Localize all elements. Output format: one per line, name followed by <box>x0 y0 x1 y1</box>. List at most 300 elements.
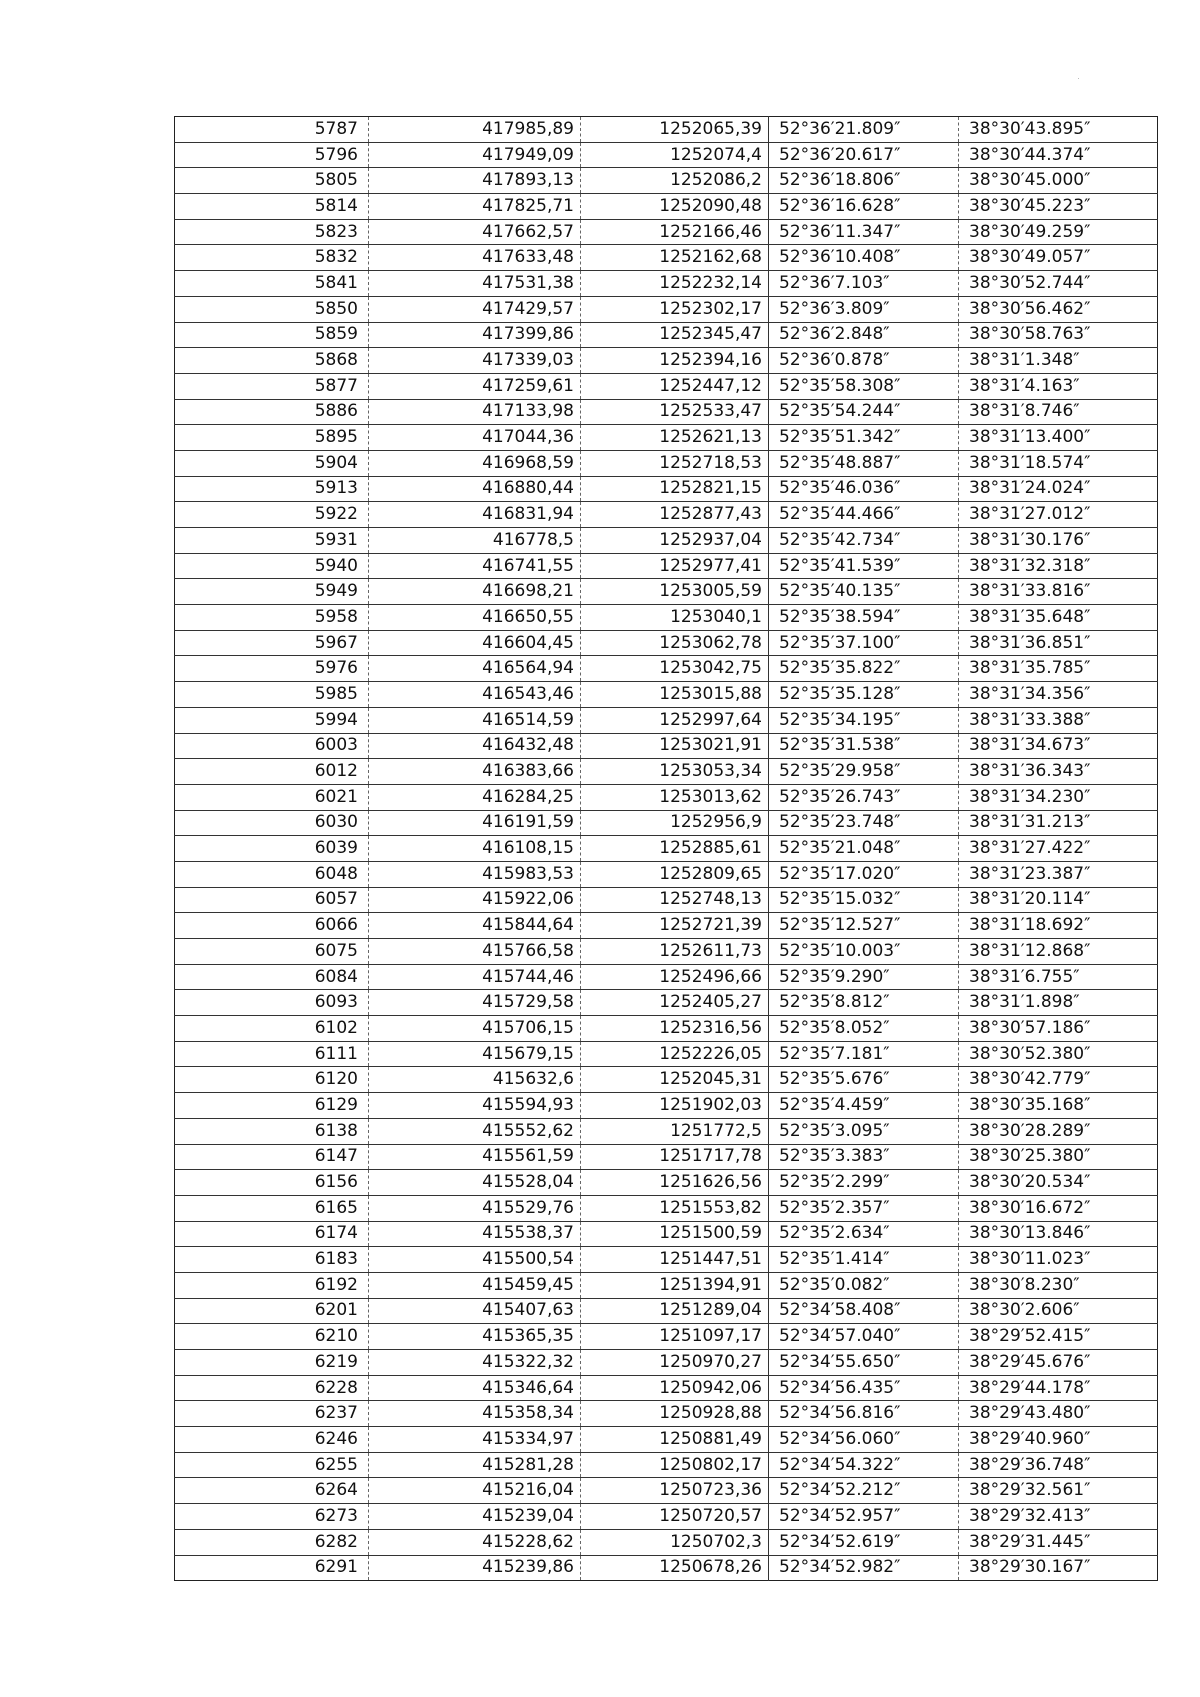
table-row <box>175 1118 1158 1144</box>
point-number-cell: 6219 <box>175 1350 369 1376</box>
longitude-cell: 38°30′52.380″ <box>959 1041 1158 1067</box>
longitude-cell: 38°31′27.422″ <box>959 836 1158 862</box>
x-coordinate-cell: 416191,59 <box>369 810 581 836</box>
x-coordinate-cell: 415679,15 <box>369 1041 581 1067</box>
point-number-cell: 6111 <box>175 1041 369 1067</box>
longitude-cell: 38°30′25.380″ <box>959 1144 1158 1170</box>
point-number-cell: 6174 <box>175 1221 369 1247</box>
point-number-cell: 5805 <box>175 168 369 194</box>
table-row <box>175 579 1158 605</box>
x-coordinate-cell: 417531,38 <box>369 271 581 297</box>
y-coordinate-cell: 1252345,47 <box>581 322 769 348</box>
table-row <box>175 1195 1158 1221</box>
table-row <box>175 759 1158 785</box>
latitude-cell: 52°35′21.048″ <box>769 836 959 862</box>
x-coordinate-cell: 416383,66 <box>369 759 581 785</box>
y-coordinate-cell: 1250678,26 <box>581 1555 769 1581</box>
table-row <box>175 296 1158 322</box>
latitude-cell: 52°36′10.408″ <box>769 245 959 271</box>
longitude-cell: 38°31′24.024″ <box>959 476 1158 502</box>
longitude-cell: 38°30′44.374″ <box>959 142 1158 168</box>
point-number-cell: 5787 <box>175 117 369 143</box>
table-row <box>175 1427 1158 1453</box>
y-coordinate-cell: 1250970,27 <box>581 1350 769 1376</box>
y-coordinate-cell: 1251394,91 <box>581 1272 769 1298</box>
latitude-cell: 52°35′10.003″ <box>769 939 959 965</box>
point-number-cell: 6192 <box>175 1272 369 1298</box>
x-coordinate-cell: 415228,62 <box>369 1529 581 1555</box>
x-coordinate-cell: 416108,15 <box>369 836 581 862</box>
longitude-cell: 38°30′35.168″ <box>959 1093 1158 1119</box>
table-row <box>175 630 1158 656</box>
latitude-cell: 52°35′58.308″ <box>769 373 959 399</box>
x-coordinate-cell: 415239,04 <box>369 1504 581 1530</box>
x-coordinate-cell: 417429,57 <box>369 296 581 322</box>
x-coordinate-cell: 415561,59 <box>369 1144 581 1170</box>
table-row <box>175 1504 1158 1530</box>
longitude-cell: 38°30′13.846″ <box>959 1221 1158 1247</box>
x-coordinate-cell: 416284,25 <box>369 784 581 810</box>
x-coordinate-cell: 415239,86 <box>369 1555 581 1581</box>
y-coordinate-cell: 1252496,66 <box>581 964 769 990</box>
x-coordinate-cell: 415529,76 <box>369 1195 581 1221</box>
x-coordinate-cell: 415334,97 <box>369 1427 581 1453</box>
longitude-cell: 38°31′1.898″ <box>959 990 1158 1016</box>
coordinates-table <box>174 116 1158 1581</box>
latitude-cell: 52°35′40.135″ <box>769 579 959 605</box>
latitude-cell: 52°35′1.414″ <box>769 1247 959 1273</box>
point-number-cell: 6012 <box>175 759 369 785</box>
y-coordinate-cell: 1252447,12 <box>581 373 769 399</box>
table-row <box>175 168 1158 194</box>
table-row <box>175 194 1158 220</box>
table-row <box>175 990 1158 1016</box>
point-number-cell: 6246 <box>175 1427 369 1453</box>
table-row <box>175 1221 1158 1247</box>
point-number-cell: 5823 <box>175 219 369 245</box>
point-number-cell: 6210 <box>175 1324 369 1350</box>
latitude-cell: 52°36′7.103″ <box>769 271 959 297</box>
x-coordinate-cell: 416831,94 <box>369 502 581 528</box>
y-coordinate-cell: 1252621,13 <box>581 425 769 451</box>
longitude-cell: 38°30′52.744″ <box>959 271 1158 297</box>
point-number-cell: 6120 <box>175 1067 369 1093</box>
x-coordinate-cell: 415459,45 <box>369 1272 581 1298</box>
longitude-cell: 38°29′32.413″ <box>959 1504 1158 1530</box>
latitude-cell: 52°35′0.082″ <box>769 1272 959 1298</box>
point-number-cell: 5868 <box>175 348 369 374</box>
point-number-cell: 6003 <box>175 733 369 759</box>
longitude-cell: 38°30′56.462″ <box>959 296 1158 322</box>
table-row <box>175 1452 1158 1478</box>
point-number-cell: 6255 <box>175 1452 369 1478</box>
table-row <box>175 861 1158 887</box>
table-row <box>175 733 1158 759</box>
point-number-cell: 5895 <box>175 425 369 451</box>
x-coordinate-cell: 417825,71 <box>369 194 581 220</box>
y-coordinate-cell: 1252937,04 <box>581 528 769 554</box>
latitude-cell: 52°36′2.848″ <box>769 322 959 348</box>
y-coordinate-cell: 1252090,48 <box>581 194 769 220</box>
table-row <box>175 784 1158 810</box>
x-coordinate-cell: 415528,04 <box>369 1170 581 1196</box>
table-row <box>175 1272 1158 1298</box>
table-row <box>175 528 1158 554</box>
x-coordinate-cell: 417985,89 <box>369 117 581 143</box>
point-number-cell: 6030 <box>175 810 369 836</box>
x-coordinate-cell: 415500,54 <box>369 1247 581 1273</box>
x-coordinate-cell: 417662,57 <box>369 219 581 245</box>
longitude-cell: 38°30′49.259″ <box>959 219 1158 245</box>
longitude-cell: 38°31′33.388″ <box>959 707 1158 733</box>
longitude-cell: 38°31′32.318″ <box>959 553 1158 579</box>
table-row <box>175 322 1158 348</box>
longitude-cell: 38°31′18.574″ <box>959 450 1158 476</box>
latitude-cell: 52°36′18.806″ <box>769 168 959 194</box>
x-coordinate-cell: 417259,61 <box>369 373 581 399</box>
point-number-cell: 6156 <box>175 1170 369 1196</box>
y-coordinate-cell: 1252065,39 <box>581 117 769 143</box>
y-coordinate-cell: 1252405,27 <box>581 990 769 1016</box>
point-number-cell: 6282 <box>175 1529 369 1555</box>
latitude-cell: 52°35′29.958″ <box>769 759 959 785</box>
longitude-cell: 38°30′2.606″ <box>959 1298 1158 1324</box>
longitude-cell: 38°31′20.114″ <box>959 887 1158 913</box>
latitude-cell: 52°35′35.822″ <box>769 656 959 682</box>
point-number-cell: 6039 <box>175 836 369 862</box>
latitude-cell: 52°36′20.617″ <box>769 142 959 168</box>
longitude-cell: 38°31′4.163″ <box>959 373 1158 399</box>
x-coordinate-cell: 416604,45 <box>369 630 581 656</box>
scan-speck <box>1078 78 1079 79</box>
point-number-cell: 6048 <box>175 861 369 887</box>
table-row <box>175 964 1158 990</box>
latitude-cell: 52°35′46.036″ <box>769 476 959 502</box>
table-row <box>175 425 1158 451</box>
latitude-cell: 52°36′11.347″ <box>769 219 959 245</box>
latitude-cell: 52°35′5.676″ <box>769 1067 959 1093</box>
point-number-cell: 5976 <box>175 656 369 682</box>
y-coordinate-cell: 1252809,65 <box>581 861 769 887</box>
longitude-cell: 38°31′35.648″ <box>959 605 1158 631</box>
y-coordinate-cell: 1252611,73 <box>581 939 769 965</box>
x-coordinate-cell: 415216,04 <box>369 1478 581 1504</box>
table-row <box>175 1247 1158 1273</box>
x-coordinate-cell: 417044,36 <box>369 425 581 451</box>
y-coordinate-cell: 1251626,56 <box>581 1170 769 1196</box>
y-coordinate-cell: 1250942,06 <box>581 1375 769 1401</box>
y-coordinate-cell: 1252533,47 <box>581 399 769 425</box>
y-coordinate-cell: 1250881,49 <box>581 1427 769 1453</box>
latitude-cell: 52°35′31.538″ <box>769 733 959 759</box>
longitude-cell: 38°31′8.746″ <box>959 399 1158 425</box>
y-coordinate-cell: 1251553,82 <box>581 1195 769 1221</box>
x-coordinate-cell: 417633,48 <box>369 245 581 271</box>
y-coordinate-cell: 1252718,53 <box>581 450 769 476</box>
latitude-cell: 52°35′9.290″ <box>769 964 959 990</box>
table-row <box>175 1401 1158 1427</box>
x-coordinate-cell: 416650,55 <box>369 605 581 631</box>
longitude-cell: 38°31′6.755″ <box>959 964 1158 990</box>
point-number-cell: 6165 <box>175 1195 369 1221</box>
latitude-cell: 52°34′52.619″ <box>769 1529 959 1555</box>
point-number-cell: 6102 <box>175 1016 369 1042</box>
point-number-cell: 5949 <box>175 579 369 605</box>
table-row <box>175 271 1158 297</box>
y-coordinate-cell: 1252956,9 <box>581 810 769 836</box>
x-coordinate-cell: 416514,59 <box>369 707 581 733</box>
table-row <box>175 1170 1158 1196</box>
y-coordinate-cell: 1252997,64 <box>581 707 769 733</box>
x-coordinate-cell: 415766,58 <box>369 939 581 965</box>
table-row <box>175 1067 1158 1093</box>
y-coordinate-cell: 1251097,17 <box>581 1324 769 1350</box>
x-coordinate-cell: 415983,53 <box>369 861 581 887</box>
longitude-cell: 38°29′44.178″ <box>959 1375 1158 1401</box>
table-row <box>175 476 1158 502</box>
y-coordinate-cell: 1250702,3 <box>581 1529 769 1555</box>
latitude-cell: 52°35′38.594″ <box>769 605 959 631</box>
point-number-cell: 5796 <box>175 142 369 168</box>
longitude-cell: 38°30′49.057″ <box>959 245 1158 271</box>
table-row <box>175 1016 1158 1042</box>
x-coordinate-cell: 415922,06 <box>369 887 581 913</box>
y-coordinate-cell: 1252232,14 <box>581 271 769 297</box>
point-number-cell: 5994 <box>175 707 369 733</box>
point-number-cell: 5913 <box>175 476 369 502</box>
x-coordinate-cell: 417399,86 <box>369 322 581 348</box>
latitude-cell: 52°34′56.060″ <box>769 1427 959 1453</box>
y-coordinate-cell: 1253005,59 <box>581 579 769 605</box>
point-number-cell: 6066 <box>175 913 369 939</box>
x-coordinate-cell: 417949,09 <box>369 142 581 168</box>
y-coordinate-cell: 1253040,1 <box>581 605 769 631</box>
latitude-cell: 52°35′4.459″ <box>769 1093 959 1119</box>
point-number-cell: 5904 <box>175 450 369 476</box>
point-number-cell: 6138 <box>175 1118 369 1144</box>
table-row <box>175 117 1158 143</box>
x-coordinate-cell: 415744,46 <box>369 964 581 990</box>
latitude-cell: 52°35′37.100″ <box>769 630 959 656</box>
point-number-cell: 6201 <box>175 1298 369 1324</box>
latitude-cell: 52°36′3.809″ <box>769 296 959 322</box>
latitude-cell: 52°35′8.052″ <box>769 1016 959 1042</box>
latitude-cell: 52°34′57.040″ <box>769 1324 959 1350</box>
latitude-cell: 52°35′44.466″ <box>769 502 959 528</box>
point-number-cell: 5886 <box>175 399 369 425</box>
table-row <box>175 939 1158 965</box>
latitude-cell: 52°35′26.743″ <box>769 784 959 810</box>
x-coordinate-cell: 415365,35 <box>369 1324 581 1350</box>
x-coordinate-cell: 416741,55 <box>369 553 581 579</box>
longitude-cell: 38°30′8.230″ <box>959 1272 1158 1298</box>
y-coordinate-cell: 1252316,56 <box>581 1016 769 1042</box>
longitude-cell: 38°31′30.176″ <box>959 528 1158 554</box>
x-coordinate-cell: 415322,32 <box>369 1350 581 1376</box>
y-coordinate-cell: 1252721,39 <box>581 913 769 939</box>
point-number-cell: 6183 <box>175 1247 369 1273</box>
x-coordinate-cell: 417893,13 <box>369 168 581 194</box>
y-coordinate-cell: 1251902,03 <box>581 1093 769 1119</box>
point-number-cell: 5814 <box>175 194 369 220</box>
longitude-cell: 38°30′28.289″ <box>959 1118 1158 1144</box>
point-number-cell: 6075 <box>175 939 369 965</box>
longitude-cell: 38°29′43.480″ <box>959 1401 1158 1427</box>
longitude-cell: 38°31′23.387″ <box>959 861 1158 887</box>
y-coordinate-cell: 1253013,62 <box>581 784 769 810</box>
x-coordinate-cell: 416564,94 <box>369 656 581 682</box>
y-coordinate-cell: 1251289,04 <box>581 1298 769 1324</box>
point-number-cell: 5985 <box>175 682 369 708</box>
latitude-cell: 52°34′52.212″ <box>769 1478 959 1504</box>
x-coordinate-cell: 415538,37 <box>369 1221 581 1247</box>
x-coordinate-cell: 416698,21 <box>369 579 581 605</box>
table-row <box>175 810 1158 836</box>
longitude-cell: 38°30′57.186″ <box>959 1016 1158 1042</box>
table-row <box>175 1041 1158 1067</box>
point-number-cell: 6291 <box>175 1555 369 1581</box>
table-row <box>175 219 1158 245</box>
table-row <box>175 348 1158 374</box>
longitude-cell: 38°29′31.445″ <box>959 1529 1158 1555</box>
longitude-cell: 38°29′32.561″ <box>959 1478 1158 1504</box>
longitude-cell: 38°31′35.785″ <box>959 656 1158 682</box>
point-number-cell: 6228 <box>175 1375 369 1401</box>
longitude-cell: 38°30′45.223″ <box>959 194 1158 220</box>
y-coordinate-cell: 1252302,17 <box>581 296 769 322</box>
table-row <box>175 553 1158 579</box>
x-coordinate-cell: 415594,93 <box>369 1093 581 1119</box>
latitude-cell: 52°35′3.095″ <box>769 1118 959 1144</box>
longitude-cell: 38°31′1.348″ <box>959 348 1158 374</box>
y-coordinate-cell: 1252226,05 <box>581 1041 769 1067</box>
y-coordinate-cell: 1251772,5 <box>581 1118 769 1144</box>
y-coordinate-cell: 1253062,78 <box>581 630 769 656</box>
x-coordinate-cell: 415281,28 <box>369 1452 581 1478</box>
longitude-cell: 38°31′13.400″ <box>959 425 1158 451</box>
table-row <box>175 913 1158 939</box>
longitude-cell: 38°29′30.167″ <box>969 1557 1091 1578</box>
point-number-cell: 6057 <box>175 887 369 913</box>
y-coordinate-cell: 1252162,68 <box>581 245 769 271</box>
table-row <box>175 605 1158 631</box>
longitude-cell: 38°29′52.415″ <box>959 1324 1158 1350</box>
latitude-cell: 52°34′56.435″ <box>769 1375 959 1401</box>
point-number-cell: 5922 <box>175 502 369 528</box>
point-number-cell: 5850 <box>175 296 369 322</box>
longitude-cell: 38°31′12.868″ <box>959 939 1158 965</box>
y-coordinate-cell: 1251500,59 <box>581 1221 769 1247</box>
y-coordinate-cell: 1252045,31 <box>581 1067 769 1093</box>
latitude-cell: 52°35′35.128″ <box>769 682 959 708</box>
x-coordinate-cell: 415706,15 <box>369 1016 581 1042</box>
point-number-cell: 5940 <box>175 553 369 579</box>
longitude-cell: 38°31′18.692″ <box>959 913 1158 939</box>
y-coordinate-cell: 1250802,17 <box>581 1452 769 1478</box>
longitude-cell: 38°31′36.343″ <box>959 759 1158 785</box>
table-row <box>175 836 1158 862</box>
latitude-cell: 52°34′55.650″ <box>769 1350 959 1376</box>
point-number-cell: 6147 <box>175 1144 369 1170</box>
y-coordinate-cell: 1251717,78 <box>581 1144 769 1170</box>
table-row <box>175 682 1158 708</box>
latitude-cell: 52°35′15.032″ <box>769 887 959 913</box>
x-coordinate-cell: 415346,64 <box>369 1375 581 1401</box>
x-coordinate-cell: 416543,46 <box>369 682 581 708</box>
longitude-cell: 38°29′36.748″ <box>959 1452 1158 1478</box>
latitude-cell: 52°35′51.342″ <box>769 425 959 451</box>
latitude-cell: 52°35′2.634″ <box>769 1221 959 1247</box>
coordinates-table-body <box>175 117 1158 1581</box>
table-row <box>175 707 1158 733</box>
table-row <box>175 1555 1158 1581</box>
point-number-cell: 6084 <box>175 964 369 990</box>
y-coordinate-cell: 1250928,88 <box>581 1401 769 1427</box>
latitude-cell: 52°34′58.408″ <box>769 1298 959 1324</box>
latitude-cell: 52°34′52.957″ <box>769 1504 959 1530</box>
longitude-cell: 38°30′16.672″ <box>959 1195 1158 1221</box>
latitude-cell: 52°35′2.357″ <box>769 1195 959 1221</box>
table-row <box>175 1478 1158 1504</box>
latitude-cell: 52°34′52.982″ <box>769 1555 959 1581</box>
table-row <box>175 1375 1158 1401</box>
point-number-cell: 5841 <box>175 271 369 297</box>
longitude-cell: 38°31′34.356″ <box>959 682 1158 708</box>
longitude-cell: 38°31′27.012″ <box>959 502 1158 528</box>
y-coordinate-cell: 1251447,51 <box>581 1247 769 1273</box>
x-coordinate-cell: 415844,64 <box>369 913 581 939</box>
y-coordinate-cell: 1252821,15 <box>581 476 769 502</box>
latitude-cell: 52°36′16.628″ <box>769 194 959 220</box>
longitude-cell: 38°31′34.230″ <box>959 784 1158 810</box>
point-number-cell: 5967 <box>175 630 369 656</box>
table-row <box>175 373 1158 399</box>
point-number-cell: 5877 <box>175 373 369 399</box>
x-coordinate-cell: 415729,58 <box>369 990 581 1016</box>
latitude-cell: 52°35′12.527″ <box>769 913 959 939</box>
x-coordinate-cell: 416968,59 <box>369 450 581 476</box>
x-coordinate-cell: 415632,6 <box>369 1067 581 1093</box>
latitude-cell: 52°36′21.809″ <box>769 117 959 143</box>
y-coordinate-cell: 1253042,75 <box>581 656 769 682</box>
y-coordinate-cell: 1253021,91 <box>581 733 769 759</box>
latitude-cell: 52°35′7.181″ <box>769 1041 959 1067</box>
x-coordinate-cell: 415407,63 <box>369 1298 581 1324</box>
y-coordinate-cell: 1253015,88 <box>581 682 769 708</box>
point-number-cell: 5931 <box>175 528 369 554</box>
table-row <box>175 887 1158 913</box>
y-coordinate-cell: 1252074,4 <box>581 142 769 168</box>
point-number-cell: 5832 <box>175 245 369 271</box>
table-row <box>175 1529 1158 1555</box>
point-number-cell: 6021 <box>175 784 369 810</box>
latitude-cell: 52°35′8.812″ <box>769 990 959 1016</box>
point-number-cell: 5859 <box>175 322 369 348</box>
longitude-cell: 38°29′40.960″ <box>959 1427 1158 1453</box>
longitude-cell: 38°29′45.676″ <box>959 1350 1158 1376</box>
table-row <box>175 1324 1158 1350</box>
table-row <box>175 450 1158 476</box>
latitude-cell: 52°35′41.539″ <box>769 553 959 579</box>
y-coordinate-cell: 1253053,34 <box>581 759 769 785</box>
table-row <box>175 245 1158 271</box>
latitude-cell: 52°35′23.748″ <box>769 810 959 836</box>
latitude-cell: 52°36′0.878″ <box>769 348 959 374</box>
point-number-cell: 6264 <box>175 1478 369 1504</box>
longitude-cell: 38°30′58.763″ <box>959 322 1158 348</box>
point-number-cell: 6129 <box>175 1093 369 1119</box>
table-row <box>175 1350 1158 1376</box>
